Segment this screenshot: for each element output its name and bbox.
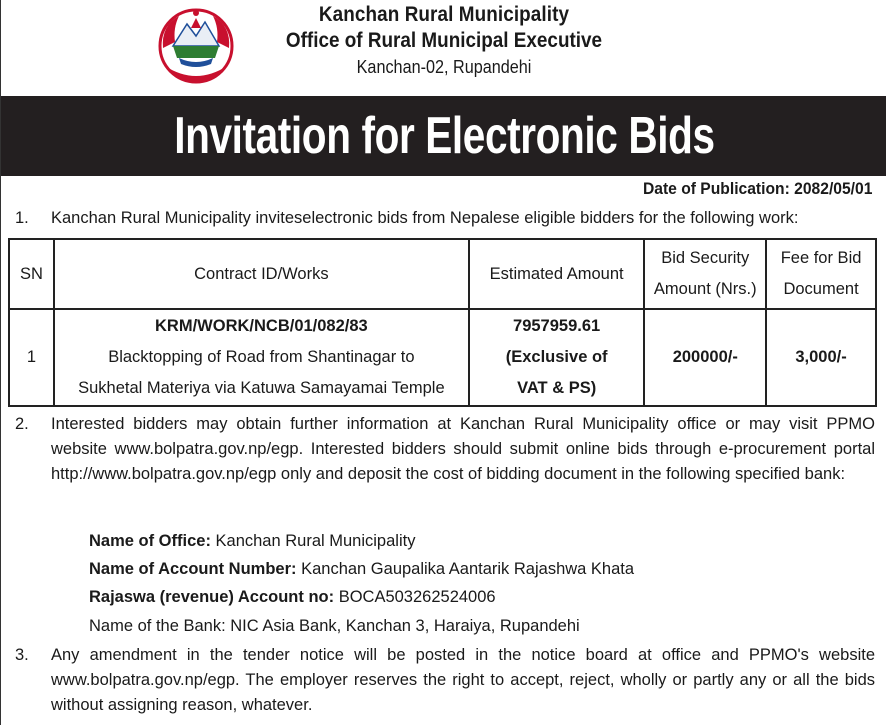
item-number: 1. — [15, 209, 29, 227]
cell-fee: 3,000/- — [766, 309, 876, 406]
notice-title: Invitation for Electronic Bids — [173, 107, 715, 165]
account-name-line — [89, 556, 634, 583]
contract-id: KRM/WORK/NCB/01/082/83 — [155, 317, 368, 335]
work-line1: Blacktopping of Road from Shantinagar to — [108, 348, 415, 366]
header-contract: Contract ID/Works — [54, 239, 469, 309]
cell-sn: 1 — [9, 309, 54, 406]
amount-line1: 7957959.61 — [513, 317, 601, 335]
notice-header — [1, 0, 886, 95]
municipality-name: Kanchan Rural Municipality — [318, 3, 570, 26]
header-security — [644, 239, 766, 309]
revenue-account-label: Rajaswa (revenue) Account no: — [89, 588, 335, 606]
table-row — [9, 309, 876, 406]
office-label: Name of Office: — [89, 532, 211, 550]
header-security-line2: Amount (Nrs.) — [653, 280, 757, 298]
item-text: Kanchan Rural Municipality inviteselectronic bids from Nepalese eligible bidders for the following work: — [51, 209, 799, 227]
amount-line2: (Exclusive of — [505, 348, 608, 366]
title-banner — [1, 96, 886, 176]
nepal-government-emblem-icon — [153, 6, 239, 84]
revenue-account-line — [89, 584, 496, 611]
office-address: Kanchan-02, Rupandehi — [356, 57, 532, 77]
cell-security: 200000/- — [644, 309, 766, 406]
office-name-line — [89, 528, 415, 555]
account-name-label: Name of Account Number: — [89, 560, 297, 578]
revenue-account-value: BOCA503262524006 — [334, 588, 496, 606]
item-text: Interested bidders may obtain further information at Kanchan Rural Municipality office or may visit PPMO website www.bolpatra.gov.np/egp. Interested bidders should submit online bids through e-procurement portal http://www.bolpatra.gov.np/egp only and deposit the cost of bidding document in the following specified bank: — [51, 415, 875, 483]
account-name-value: Kanchan Gaupalika Aantarik Rajashwa Khata — [296, 560, 635, 578]
item-text: Any amendment in the tender notice will be posted in the notice board at office and PPMO's website www.bolpatra.gov.np/egp. The employer reserves the right to accept, reject, wholly or partly any or all the bids without assigning reason, whatever. — [51, 646, 875, 714]
cell-amount — [469, 309, 645, 406]
work-line2: Sukhetal Materiya via Katuwa Samayamai Temple — [78, 379, 445, 397]
item-number: 3. — [15, 646, 29, 664]
office-name: Office of Rural Municipal Executive — [285, 29, 603, 52]
bids-table — [8, 238, 877, 407]
item-number: 2. — [15, 415, 29, 433]
header-amount: Estimated Amount — [469, 239, 645, 309]
amount-line3: VAT & PS) — [517, 379, 597, 397]
table-header-row — [9, 239, 876, 309]
bank-name-line: Name of the Bank: NIC Asia Bank, Kanchan 3, Haraiya, Rupandehi — [89, 617, 580, 635]
header-security-line1: Bid Security — [661, 249, 750, 267]
publication-date: Date of Publication: 2082/05/01 — [642, 179, 872, 198]
header-fee — [766, 239, 876, 309]
cell-contract — [54, 309, 469, 406]
header-fee-line2: Document — [783, 280, 859, 298]
office-value: Kanchan Rural Municipality — [210, 532, 416, 550]
header-sn: SN — [9, 239, 54, 309]
header-fee-line1: Fee for Bid — [780, 249, 862, 267]
